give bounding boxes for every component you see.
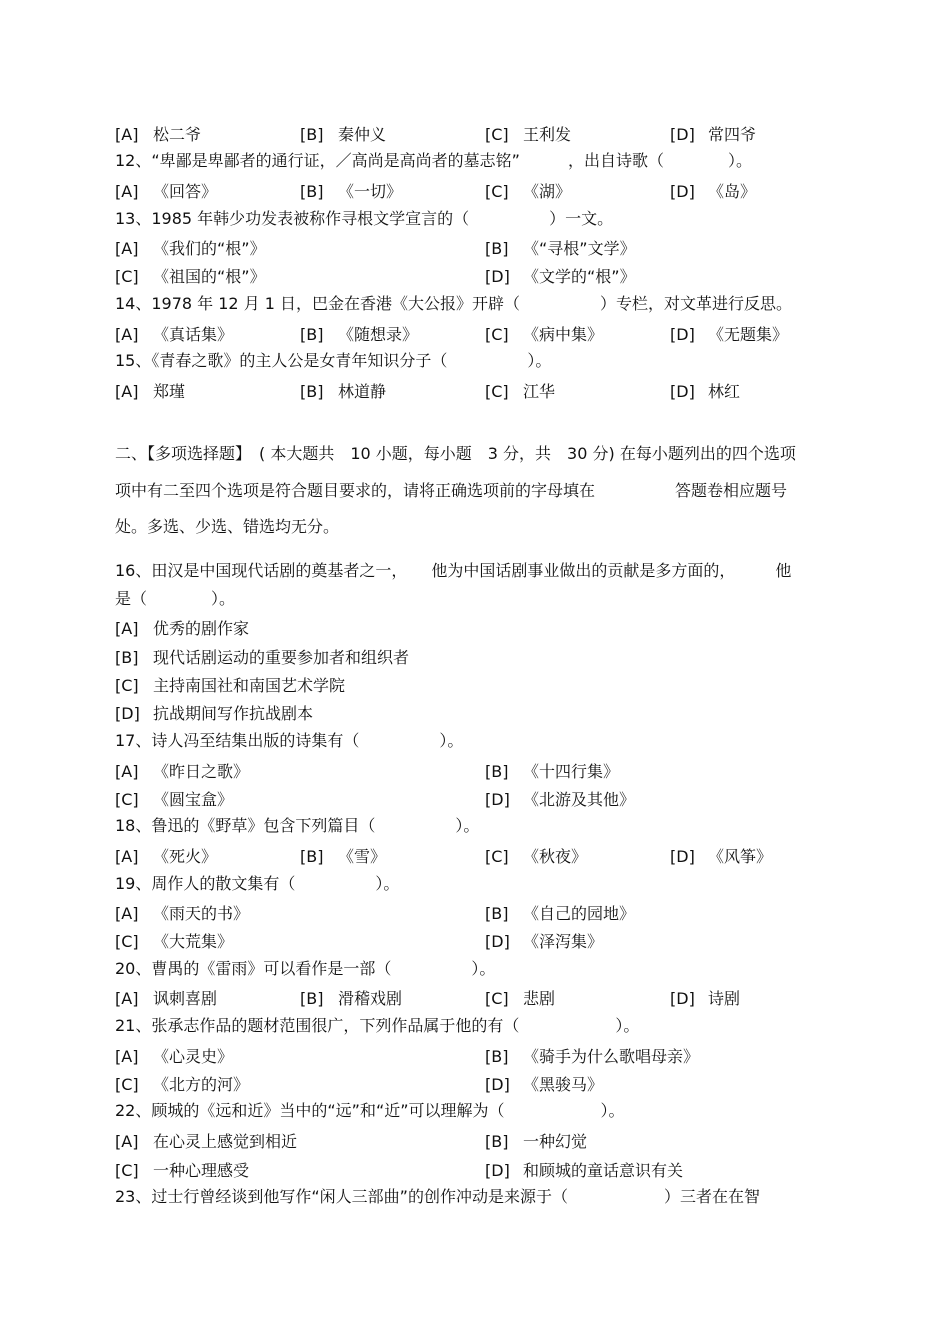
option-key: [B] [115, 648, 139, 667]
answer-option [485, 1160, 683, 1182]
option-text: 现代话剧运动的重要参加者和组织者 [153, 648, 410, 667]
answer-option [485, 846, 587, 868]
question-text: 20、曹禺的《雷雨》可以看作是一部（ ）。 [115, 959, 496, 978]
answer-option [670, 381, 740, 403]
answer-option [115, 703, 313, 725]
option-text: 《风筝》 [708, 847, 773, 866]
answer-option [115, 124, 201, 146]
option-key: [C] [115, 790, 139, 809]
option-key: [B] [485, 1132, 509, 1151]
option-key: [B] [485, 762, 509, 781]
question-text: 13、1985 年韩少功发表被称作寻根文学宣言的（ ）一文。 [115, 209, 614, 228]
option-text: 常四爷 [708, 125, 757, 144]
answer-option [115, 1074, 249, 1096]
answer-option [485, 1131, 587, 1153]
option-key: [A] [115, 125, 139, 144]
answer-option [115, 381, 185, 403]
answer-option [115, 618, 249, 640]
option-text: 《真话集》 [153, 325, 234, 344]
answer-option [485, 789, 635, 811]
option-key: [C] [115, 1161, 139, 1180]
option-key: [A] [115, 182, 139, 201]
answer-option [115, 1046, 233, 1068]
answer-option [115, 1160, 249, 1182]
answer-option [485, 124, 571, 146]
option-text: 抗战期间写作抗战剧本 [153, 704, 314, 723]
option-text: 《病中集》 [523, 325, 604, 344]
answer-option [115, 789, 233, 811]
option-text: 《黑骏马》 [523, 1075, 604, 1094]
option-text: 《十四行集》 [523, 762, 620, 781]
option-key: [C] [485, 847, 509, 866]
option-text: 一种心理感受 [153, 1161, 250, 1180]
option-text: 郑瑾 [153, 382, 186, 401]
option-text: 讽刺喜剧 [153, 989, 218, 1008]
option-key: [A] [115, 1047, 139, 1066]
option-key: [B] [300, 325, 324, 344]
option-text: 《无题集》 [708, 325, 789, 344]
answer-option [300, 846, 386, 868]
answer-option [115, 181, 217, 203]
answer-option [300, 124, 386, 146]
option-text: 一种幻觉 [523, 1132, 588, 1151]
option-text: 《骑手为什么歌唱母亲》 [523, 1047, 700, 1066]
question-text: 23、过士行曾经谈到他写作“闲人三部曲”的创作冲动是来源于（ ）三者在在智 [115, 1187, 760, 1206]
answer-option [300, 381, 386, 403]
option-key: [C] [115, 267, 139, 286]
option-text: 《圆宝盒》 [153, 790, 234, 809]
question-text: 18、鲁迅的《野草》包含下列篇目（ ）。 [115, 816, 480, 835]
option-key: [D] [485, 932, 510, 951]
option-text: 《雪》 [338, 847, 387, 866]
answer-option [115, 931, 233, 953]
option-key: [C] [115, 676, 139, 695]
option-key: [D] [670, 125, 695, 144]
option-key: [D] [485, 790, 510, 809]
answer-option [485, 381, 555, 403]
option-key: [D] [485, 1161, 510, 1180]
question-text: 17、诗人冯至结集出版的诗集有（ ）。 [115, 731, 464, 750]
option-text: 在心灵上感觉到相近 [153, 1132, 298, 1151]
option-key: [A] [115, 239, 139, 258]
answer-option [485, 931, 603, 953]
option-text: 《湖》 [523, 182, 572, 201]
option-text: 王利发 [523, 125, 572, 144]
answer-option [300, 988, 402, 1010]
answer-option [115, 238, 266, 260]
option-key: [B] [300, 847, 324, 866]
option-key: [D] [670, 989, 695, 1008]
option-text: 《随想录》 [338, 325, 419, 344]
answer-option [485, 1046, 699, 1068]
answer-option [670, 324, 788, 346]
option-key: [B] [300, 382, 324, 401]
option-key: [A] [115, 619, 139, 638]
answer-option [115, 324, 233, 346]
option-text: 滑稽戏剧 [338, 989, 403, 1008]
option-text: 《“寻根”文学》 [523, 239, 636, 258]
option-text: 优秀的剧作家 [153, 619, 250, 638]
option-key: [B] [485, 1047, 509, 1066]
answer-option [670, 846, 772, 868]
question-text: 19、周作人的散文集有（ ）。 [115, 874, 400, 893]
section-heading: 二、【多项选择题】 ( 本大题共 10 小题，每小题 3 分，共 30 分) 在每小题列出的四个选项 [115, 444, 796, 463]
option-key: [C] [485, 989, 509, 1008]
option-key: [A] [115, 325, 139, 344]
option-text: 《昨日之歌》 [153, 762, 250, 781]
option-key: [B] [485, 239, 509, 258]
option-text: 《死火》 [153, 847, 218, 866]
answer-option [485, 1074, 603, 1096]
answer-option [115, 761, 249, 783]
answer-option [115, 675, 345, 697]
option-text: 林红 [708, 382, 741, 401]
option-text: 悲剧 [523, 989, 556, 1008]
option-text: 《秋夜》 [523, 847, 588, 866]
option-key: [D] [485, 267, 510, 286]
option-text: 《心灵史》 [153, 1047, 234, 1066]
answer-option [115, 988, 217, 1010]
answer-option [670, 124, 756, 146]
answer-option [115, 846, 217, 868]
option-key: [A] [115, 847, 139, 866]
option-text: 《祖国的“根”》 [153, 267, 266, 286]
section-instruction-end: 处。多选、少选、错选均无分。 [115, 517, 340, 536]
option-key: [B] [300, 125, 324, 144]
option-text: 《泽泻集》 [523, 932, 604, 951]
option-key: [C] [485, 382, 509, 401]
option-key: [A] [115, 762, 139, 781]
question-text: 12、“卑鄙是卑鄙者的通行证，／高尚是高尚者的墓志铭” ，出自诗歌（ ）。 [115, 151, 752, 170]
answer-option [485, 181, 571, 203]
answer-option [485, 903, 635, 925]
option-text: 《我们的“根”》 [153, 239, 266, 258]
option-key: [C] [485, 125, 509, 144]
option-key: [A] [115, 904, 139, 923]
answer-option [115, 1131, 297, 1153]
option-text: 和顾城的童话意识有关 [523, 1161, 684, 1180]
answer-option [485, 988, 555, 1010]
option-text: 《大荒集》 [153, 932, 234, 951]
option-text: 主持南国社和南国艺术学院 [153, 676, 346, 695]
option-key: [D] [670, 325, 695, 344]
option-key: [D] [115, 704, 140, 723]
answer-option [115, 266, 266, 288]
option-key: [C] [485, 182, 509, 201]
answer-option [670, 988, 740, 1010]
option-text: 《岛》 [708, 182, 757, 201]
option-text: 《北游及其他》 [523, 790, 636, 809]
question-text: 21、张承志作品的题材范围很广，下列作品属于他的有（ ）。 [115, 1016, 640, 1035]
option-key: [C] [115, 932, 139, 951]
option-key: [B] [485, 904, 509, 923]
answer-option [300, 181, 402, 203]
question-text: 16、田汉是中国现代话剧的奠基者之一， 他为中国话剧事业做出的贡献是多方面的， 他 [115, 561, 792, 580]
answer-option [485, 238, 636, 260]
option-key: [B] [300, 989, 324, 1008]
option-text: 林道静 [338, 382, 387, 401]
option-key: [A] [115, 382, 139, 401]
option-text: 《回答》 [153, 182, 218, 201]
answer-option [670, 181, 756, 203]
question-text: 是（ ）。 [115, 589, 236, 608]
question-text: 22、顾城的《远和近》当中的“远”和“近”可以理解为（ ）。 [115, 1101, 625, 1120]
question-text: 15、《青春之歌》的主人公是女青年知识分子（ ）。 [115, 351, 552, 370]
option-text: 《自己的园地》 [523, 904, 636, 923]
option-key: [A] [115, 989, 139, 1008]
option-text: 《北方的河》 [153, 1075, 250, 1094]
option-key: [D] [485, 1075, 510, 1094]
option-text: 《一切》 [338, 182, 403, 201]
option-key: [A] [115, 1132, 139, 1151]
question-text: 14、1978 年 12 月 1 日，巴金在香港《大公报》开辟（ ）专栏，对文革进行反思。 [115, 294, 793, 313]
option-key: [D] [670, 382, 695, 401]
answer-option [115, 903, 249, 925]
option-text: 江华 [523, 382, 556, 401]
option-key: [B] [300, 182, 324, 201]
answer-option [485, 266, 636, 288]
option-text: 松二爷 [153, 125, 202, 144]
option-key: [C] [115, 1075, 139, 1094]
option-key: [C] [485, 325, 509, 344]
option-text: 诗剧 [708, 989, 741, 1008]
section-instruction: 项中有二至四个选项是符合题目要求的，请将正确选项前的字母填在 答题卷相应题号 [115, 481, 788, 500]
answer-option [485, 761, 619, 783]
option-text: 《文学的“根”》 [523, 267, 636, 286]
option-key: [D] [670, 847, 695, 866]
option-text: 秦仲义 [338, 125, 387, 144]
answer-option [115, 647, 409, 669]
option-text: 《雨天的书》 [153, 904, 250, 923]
answer-option [485, 324, 603, 346]
answer-option [300, 324, 418, 346]
option-key: [D] [670, 182, 695, 201]
